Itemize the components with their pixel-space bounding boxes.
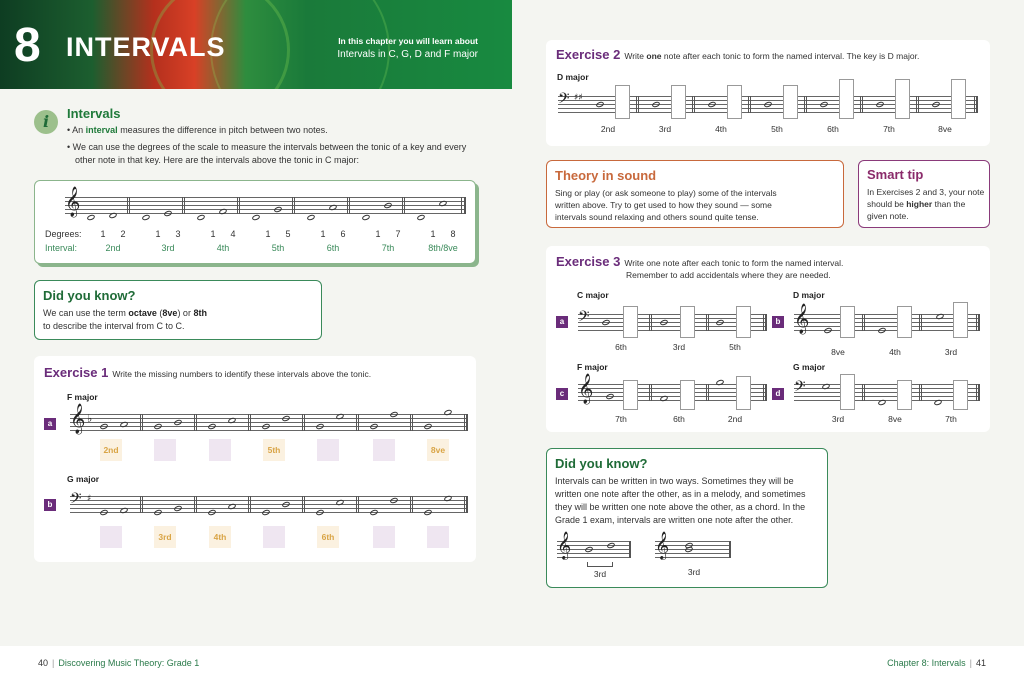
write-note-box[interactable] — [953, 380, 968, 410]
c-major-intervals-example: 𝄞 Degrees: 1 2 1 3 1 4 1 5 1 6 1 7 1 8 Interval: 2nd 3rd 4th 5th 6th 7th 8th/8ve — [34, 180, 476, 264]
page-footer — [0, 646, 1024, 682]
sharp-icon: ♯ — [87, 494, 92, 504]
instruction-line-2: Remember to add accidentals where they are needed. — [626, 270, 831, 280]
footer-right: Chapter 8: Intervals | 41 — [887, 658, 986, 668]
treble-clef-icon: 𝄞 — [655, 531, 670, 559]
write-note-box[interactable] — [839, 79, 854, 119]
exercise-1 — [34, 356, 476, 562]
answer-box[interactable]: 5th — [263, 439, 285, 461]
write-note-box[interactable] — [736, 306, 751, 338]
answer-box[interactable] — [154, 439, 176, 461]
did-you-know-box — [34, 280, 322, 340]
part-tag: c — [556, 388, 568, 400]
answer-box[interactable]: 4th — [209, 526, 231, 548]
bass-clef-icon: 𝄢 — [558, 90, 570, 111]
answer-box[interactable]: 3rd — [154, 526, 176, 548]
section-title: Intervals — [67, 106, 121, 121]
exercise-title: Exercise 3 Write one note after each tonic to form the named interval. — [556, 254, 844, 269]
treble-clef-icon: 𝄞 — [794, 304, 810, 334]
treble-clef-icon: 𝄞 — [65, 187, 81, 217]
learn-about — [337, 36, 478, 60]
harmonic-interval-staff — [655, 531, 731, 559]
part-tag: b — [44, 499, 56, 511]
answer-box[interactable] — [317, 439, 339, 461]
info-bullets — [67, 124, 477, 171]
box-title: Did you know? — [555, 456, 648, 471]
key-label: D major — [557, 72, 589, 82]
info-icon: i — [34, 110, 58, 134]
write-note-box[interactable] — [953, 302, 968, 338]
part-tag: a — [556, 316, 568, 328]
part-tag: b — [772, 316, 784, 328]
part-tag: a — [44, 418, 56, 430]
box-text: In Exercises 2 and 3, your note should be higher than the given note. — [867, 187, 985, 221]
chapter-number: 8 — [14, 19, 41, 72]
exercise-title: Exercise 2 Write one note after each tonic to form the named interval. The key is D major. — [556, 47, 920, 62]
write-note-box[interactable] — [680, 306, 695, 338]
chapter-banner — [0, 0, 512, 89]
write-note-box[interactable] — [951, 79, 966, 119]
answer-box[interactable] — [100, 526, 122, 548]
answer-box[interactable]: 2nd — [100, 439, 122, 461]
treble-staff — [70, 404, 468, 434]
write-note-box[interactable] — [783, 85, 798, 119]
bass-clef-icon: 𝄢 — [794, 378, 806, 399]
sharp-icon: ♯♯ — [574, 93, 583, 103]
write-note-box[interactable] — [671, 85, 686, 119]
footer-left: 40 | Discovering Music Theory: Grade 1 — [38, 658, 200, 668]
treble-staff — [65, 187, 465, 217]
left-page — [0, 0, 512, 646]
box-text: We can use the term octave (8ve) or 8th to describe the interval from C to C. — [43, 308, 207, 331]
treble-clef-icon: 𝄞 — [70, 404, 86, 434]
answer-box[interactable] — [373, 439, 395, 461]
bass-staff — [70, 490, 468, 512]
write-note-box[interactable] — [623, 306, 638, 338]
write-note-box[interactable] — [680, 380, 695, 410]
write-note-box[interactable] — [840, 374, 855, 410]
theory-in-sound-box — [546, 160, 844, 228]
exercise-title: Exercise 1 Write the missing numbers to identify these intervals above the tonic. — [44, 365, 372, 380]
write-note-box[interactable] — [615, 85, 630, 119]
key-label: F major — [67, 392, 98, 402]
exercise-3: Exercise 3 Write one note after each tonic to form the named interval. Remember to add accidentals where they are needed. C major a 𝄢 6th 3rd 5th D major b 𝄞 8ve 4th 3rd F major c 𝄞 7th 6th 2nd G major d 𝄢 3rd 8ve 7th — [546, 246, 990, 432]
treble-clef-icon: 𝄞 — [578, 374, 594, 404]
treble-clef-icon: 𝄞 — [557, 531, 572, 559]
key-label: G major — [793, 362, 826, 372]
box-title: Smart tip — [867, 167, 924, 182]
answer-box[interactable] — [427, 526, 449, 548]
write-note-box[interactable] — [736, 376, 751, 410]
bullet-item: • An interval measures the difference in pitch between two notes. — [67, 125, 328, 135]
bass-clef-icon: 𝄢 — [578, 308, 590, 329]
key-label: G major — [67, 474, 100, 484]
box-title: Theory in sound — [555, 168, 657, 183]
melodic-interval-staff — [557, 531, 631, 559]
learn-heading: In this chapter you will learn about — [338, 36, 478, 46]
flat-icon: ♭ — [87, 412, 93, 425]
write-note-box[interactable] — [895, 79, 910, 119]
write-note-box[interactable] — [840, 306, 855, 338]
write-note-box[interactable] — [623, 380, 638, 410]
answer-box[interactable]: 6th — [317, 526, 339, 548]
learn-topic: Intervals in C, G, D and F major — [337, 49, 478, 60]
interval-bracket — [587, 562, 613, 567]
did-you-know-box: Did you know? Intervals can be written in two ways. Sometimes they will be written one note after the other, as in a melody, and sometimes they will be written one note above the other, as a chord. In the Grade 1 exam, intervals are written one note after the other. 𝄞 3rd 𝄞 3rd — [546, 448, 828, 588]
chapter-title: INTERVALS — [66, 32, 226, 62]
bullet-item: • We can use the degrees of the scale to measure the intervals between the tonic of a key and every other note in that key. Here are the intervals above the tonic in C major: — [67, 142, 467, 165]
answer-box[interactable] — [263, 526, 285, 548]
part-tag: d — [772, 388, 784, 400]
key-label: F major — [577, 362, 608, 372]
smart-tip-box — [858, 160, 990, 228]
write-note-box[interactable] — [897, 380, 912, 410]
box-title: Did you know? — [43, 288, 136, 303]
key-label: C major — [577, 290, 609, 300]
answer-box[interactable] — [209, 439, 231, 461]
box-text: Intervals can be written in two ways. Sometimes they will be written one note after the other, as in a melody, and sometimes they will be written one note above the other, as a chord. In the Grade 1 exam, intervals are written one note after the other. — [555, 476, 806, 525]
exercise-2: Exercise 2 Write one note after each tonic to form the named interval. The key is D major. D major 𝄢 ♯♯ 2nd 3rd 4th 5th 6th 7th 8ve — [546, 40, 990, 146]
answer-box[interactable]: 8ve — [427, 439, 449, 461]
box-text: Sing or play (or ask someone to play) some of the intervals written above. Try to get used to how they sound — some intervals sound relaxing and others sound quite tense. — [555, 188, 777, 222]
write-note-box[interactable] — [897, 306, 912, 338]
bass-clef-icon: 𝄢 — [70, 490, 82, 511]
key-label: D major — [793, 290, 825, 300]
answer-box[interactable] — [373, 526, 395, 548]
write-note-box[interactable] — [727, 85, 742, 119]
